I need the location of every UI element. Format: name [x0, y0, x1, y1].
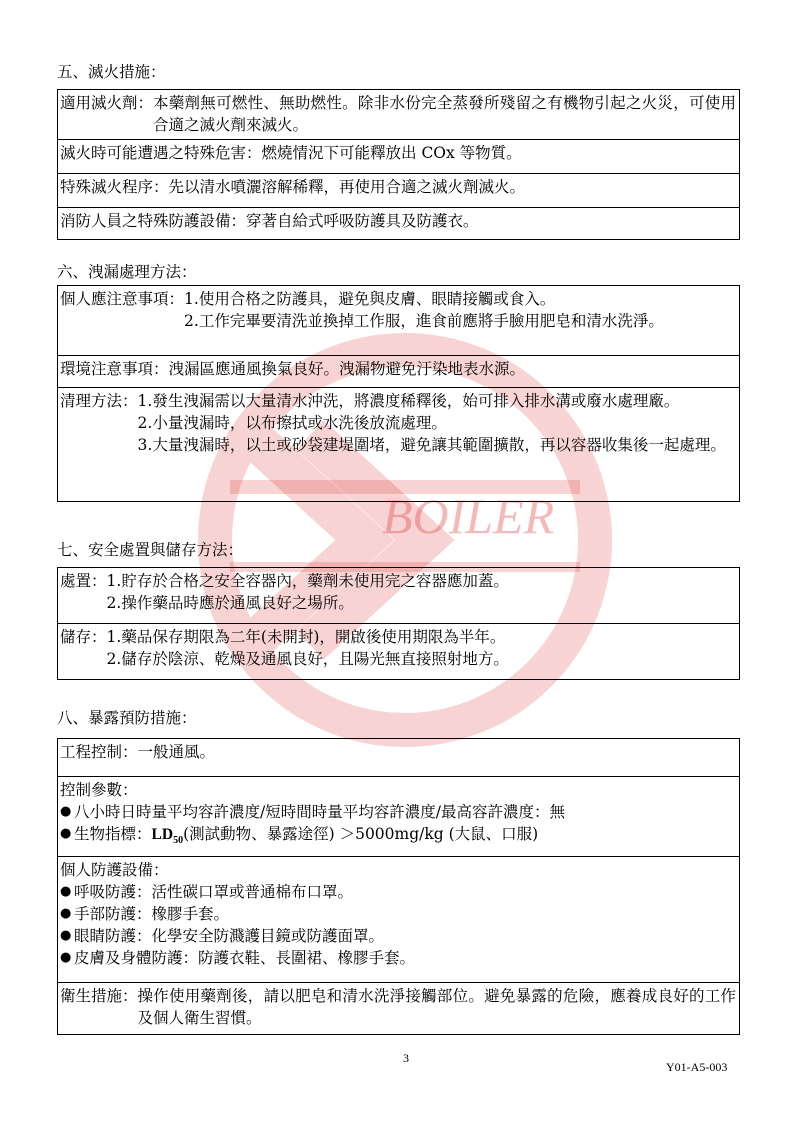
section8-exposure-controls — [57, 738, 740, 1035]
spill-table — [57, 285, 740, 502]
exposure-limits-text: 八小時日時量平均容許濃度/短時間時量平均容許濃度/最高容許濃度：無 — [74, 803, 565, 821]
biological-index-label: 生物指標： — [74, 825, 152, 843]
storage-item-text: 儲存於陰涼、乾燥及通風良好，且陽光無直接照射地方。 — [121, 650, 509, 668]
document-id: Y01-A5-003 — [666, 1060, 728, 1074]
section6-spill-handling — [57, 285, 740, 502]
extinguisher-text: 本藥劑無可燃性、無助燃性。除非水份完全蒸發所殘留之有機物引起之火災，可使用合適之滅火劑來滅火。 — [153, 94, 736, 134]
respiratory-protection: 呼吸防護：活性碳口罩或普通棉布口罩。 — [74, 883, 354, 901]
bullet-icon: ● — [60, 950, 72, 965]
firefighter-equipment-label: 消防人員之特殊防護設備： — [60, 212, 247, 230]
section6-heading: 六、洩漏處理方法： — [57, 263, 197, 281]
storage-item-text: 藥品保存期限為二年(未開封)，開啟後使用期限為半年。 — [121, 628, 506, 646]
firefighter-equipment-text: 穿著自給式呼吸防護具及防護衣。 — [246, 212, 479, 230]
special-hazard-text: 燃燒情況下可能釋放出 COx 等物質。 — [261, 144, 522, 162]
watermark-text: BOILER — [382, 488, 555, 544]
handling-item-text: 操作藥品時應於通風良好之場所。 — [121, 594, 354, 612]
special-hazard-label: 滅火時可能遭遇之特殊危害： — [60, 144, 262, 162]
bullet-icon: ● — [60, 906, 72, 921]
handling-label: 處置： — [60, 572, 107, 590]
eye-protection: 眼睛防護：化學安全防濺護目鏡或防護面罩。 — [74, 927, 385, 945]
ld-value-text: (測試動物、暴露途徑) ＞5000mg/kg (大鼠、口服) — [183, 825, 539, 843]
bullet-icon: ● — [60, 928, 72, 943]
personal-precautions-label: 個人應注意事項： — [60, 290, 185, 308]
section5-heading: 五、滅火措施： — [57, 63, 166, 81]
personal-item-text: 工作完畢要清洗並換掉工作服，進食前應將手臉用肥皂和清水洗淨。 — [198, 312, 664, 330]
ppe-title: 個人防護設備： — [60, 861, 169, 879]
storage-table — [57, 567, 740, 680]
hygiene-label: 衛生措施： — [60, 987, 138, 1005]
exposure-table — [57, 738, 740, 1035]
hygiene-text: 操作使用藥劑後，請以肥皂和清水洗淨接觸部位。避免暴露的危險，應養成良好的工作及個人衛生習慣。 — [137, 987, 736, 1027]
engineering-controls: 工程控制：一般通風。 — [60, 743, 216, 761]
cleanup-item-text: 大量洩漏時，以土或砂袋建堤圍堵，避免讓其範圍擴散，再以容器收集後一起處理。 — [152, 436, 726, 454]
cleanup-item-text: 發生洩漏需以大量清水沖洗，將濃度稀釋後，始可排入排水溝或廢水處理廠。 — [152, 392, 680, 410]
handling-item-number: 1. — [106, 572, 122, 590]
handling-item-text: 貯存於合格之安全容器內，藥劑未使用完之容器應加蓋。 — [121, 572, 509, 590]
bullet-icon: ● — [60, 826, 72, 841]
cleanup-item-number: 1. — [137, 392, 153, 410]
handling-item-number: 2. — [106, 594, 122, 612]
cleanup-item-text: 小量洩漏時，以布擦拭或水洗後放流處理。 — [152, 414, 447, 432]
personal-item-text: 使用合格之防護具，避免與皮膚、眼睛接觸或食入。 — [198, 290, 556, 308]
section8-heading: 八、暴露預防措施： — [57, 709, 197, 727]
personal-item-number: 1. — [184, 290, 199, 308]
procedure-text: 先以清水噴灑溶解稀釋，再使用合適之滅火劑滅火。 — [168, 178, 526, 196]
storage-item-number: 2. — [106, 650, 122, 668]
ld-subscript: 50 — [173, 835, 184, 847]
ld-label: LD — [151, 826, 174, 843]
storage-item-number: 1. — [106, 628, 122, 646]
storage-label: 儲存： — [60, 628, 107, 646]
fire-table — [57, 89, 740, 240]
environment-label: 環境注意事項： — [60, 360, 169, 378]
bullet-icon: ● — [60, 804, 72, 819]
section7-heading: 七、安全處置與儲存方法： — [57, 541, 244, 559]
personal-item-number: 2. — [184, 312, 199, 330]
skin-protection: 皮膚及身體防護：防護衣鞋、長圍裙、橡膠手套。 — [74, 949, 416, 967]
control-params-title: 控制參數： — [60, 781, 138, 799]
procedure-label: 特殊滅火程序： — [60, 178, 169, 196]
cleanup-item-number: 2. — [137, 414, 153, 432]
cleanup-item-number: 3. — [137, 436, 153, 454]
hand-protection: 手部防護：橡膠手套。 — [74, 905, 230, 923]
extinguisher-label: 適用滅火劑： — [60, 94, 154, 112]
page-number: 3 — [403, 1051, 409, 1065]
cleanup-label: 清理方法： — [60, 392, 138, 410]
environment-text: 洩漏區應通風換氣良好。洩漏物避免汙染地表水源。 — [168, 360, 526, 378]
section7-handling-storage — [57, 567, 740, 680]
bullet-icon: ● — [60, 884, 72, 899]
section5-fire-measures — [57, 89, 740, 240]
